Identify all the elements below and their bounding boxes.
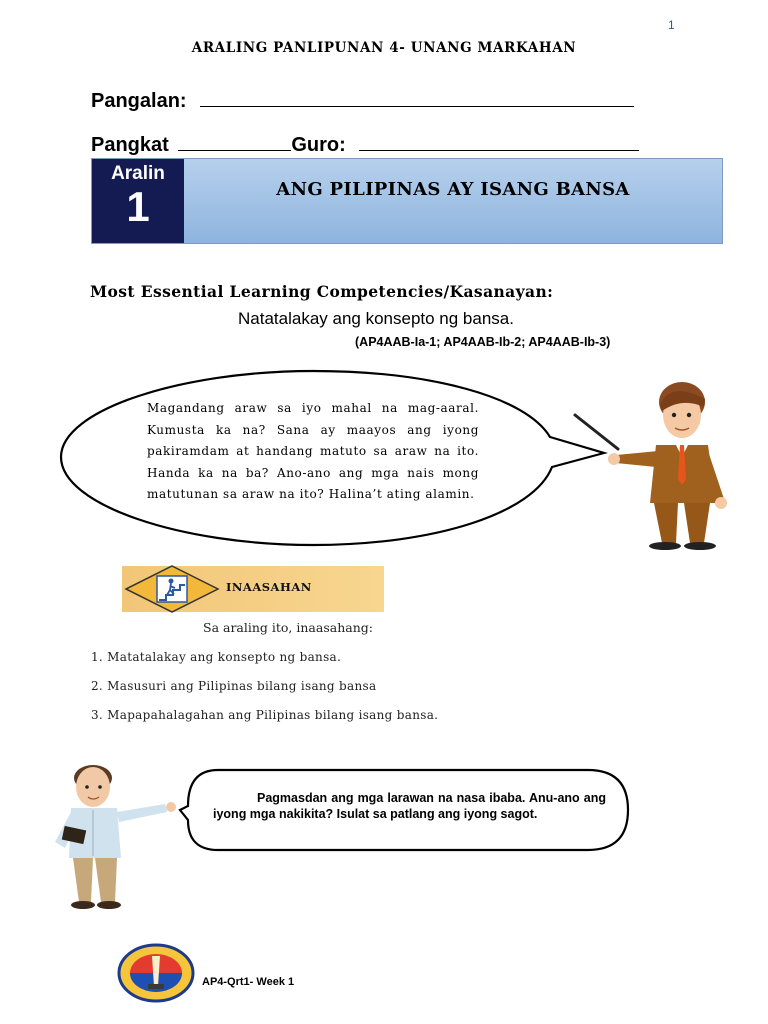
section-field-row xyxy=(91,132,639,157)
footer-code: AP4-Qrt1- Week 1 xyxy=(202,976,295,988)
section-blank[interactable] xyxy=(178,132,291,151)
teacher-illustration xyxy=(570,375,740,553)
lesson-title-band xyxy=(184,159,722,243)
teacher-blank[interactable] xyxy=(359,132,639,151)
instruction-content: Pagmasdan ang mga larawan na nasa ibaba. Anu-ano ang iyong mga nakikita? Isulat sa patlang ang iyong sagot. xyxy=(213,791,606,821)
instruction-text xyxy=(213,790,606,822)
division-seal-logo xyxy=(116,942,196,1004)
objective-item: 1. Matatalakay ang konsepto ng bansa. xyxy=(91,650,342,664)
section-label: Pangkat xyxy=(91,134,169,156)
teacher-label: Guro: xyxy=(291,134,346,156)
page-number: 1 xyxy=(668,18,675,32)
lesson-banner xyxy=(91,158,723,244)
objective-item: 3. Mapapahalagahan ang Pilipinas bilang isang bansa. xyxy=(91,708,439,722)
lesson-title: ANG PILIPINAS AY ISANG BANSA xyxy=(276,179,630,200)
lesson-number-block xyxy=(92,159,184,243)
melc-codes: (AP4AAB-Ia-1; AP4AAB-Ib-2; AP4AAB-Ib-3) xyxy=(355,335,611,349)
name-label: Pangalan: xyxy=(91,90,187,112)
inaasahan-banner xyxy=(122,566,384,612)
objective-item: 2. Masusuri ang Pilipinas bilang isang bansa xyxy=(91,679,377,693)
melc-heading: Most Essential Learning Competencies/Kasanayan: xyxy=(90,282,554,301)
name-field-row xyxy=(91,88,634,113)
stairs-sign-icon xyxy=(122,564,222,614)
lesson-number: 1 xyxy=(126,183,150,230)
subject-header: ARALING PANLIPUNAN 4- UNANG MARKAHAN xyxy=(191,40,577,56)
inaasahan-label: INAASAHAN xyxy=(226,580,312,594)
name-blank[interactable] xyxy=(200,88,634,107)
greeting-text: Magandang araw sa iyo mahal na mag-aaral. Kumusta ka na? Sana ay maayos ang iyong pakiramdam at handang matuto sa araw na ito. Handa ka na ba? Ano-ano ang mga nais mong matutunan sa araw na ito? Halina’t ating alamin. xyxy=(147,401,479,501)
objectives-intro: Sa araling ito, inaasahang: xyxy=(203,620,373,635)
lesson-label: Aralin xyxy=(111,163,165,184)
melc-text: Natatalakay ang konsepto ng bansa. xyxy=(238,309,514,328)
student-illustration xyxy=(45,762,185,910)
